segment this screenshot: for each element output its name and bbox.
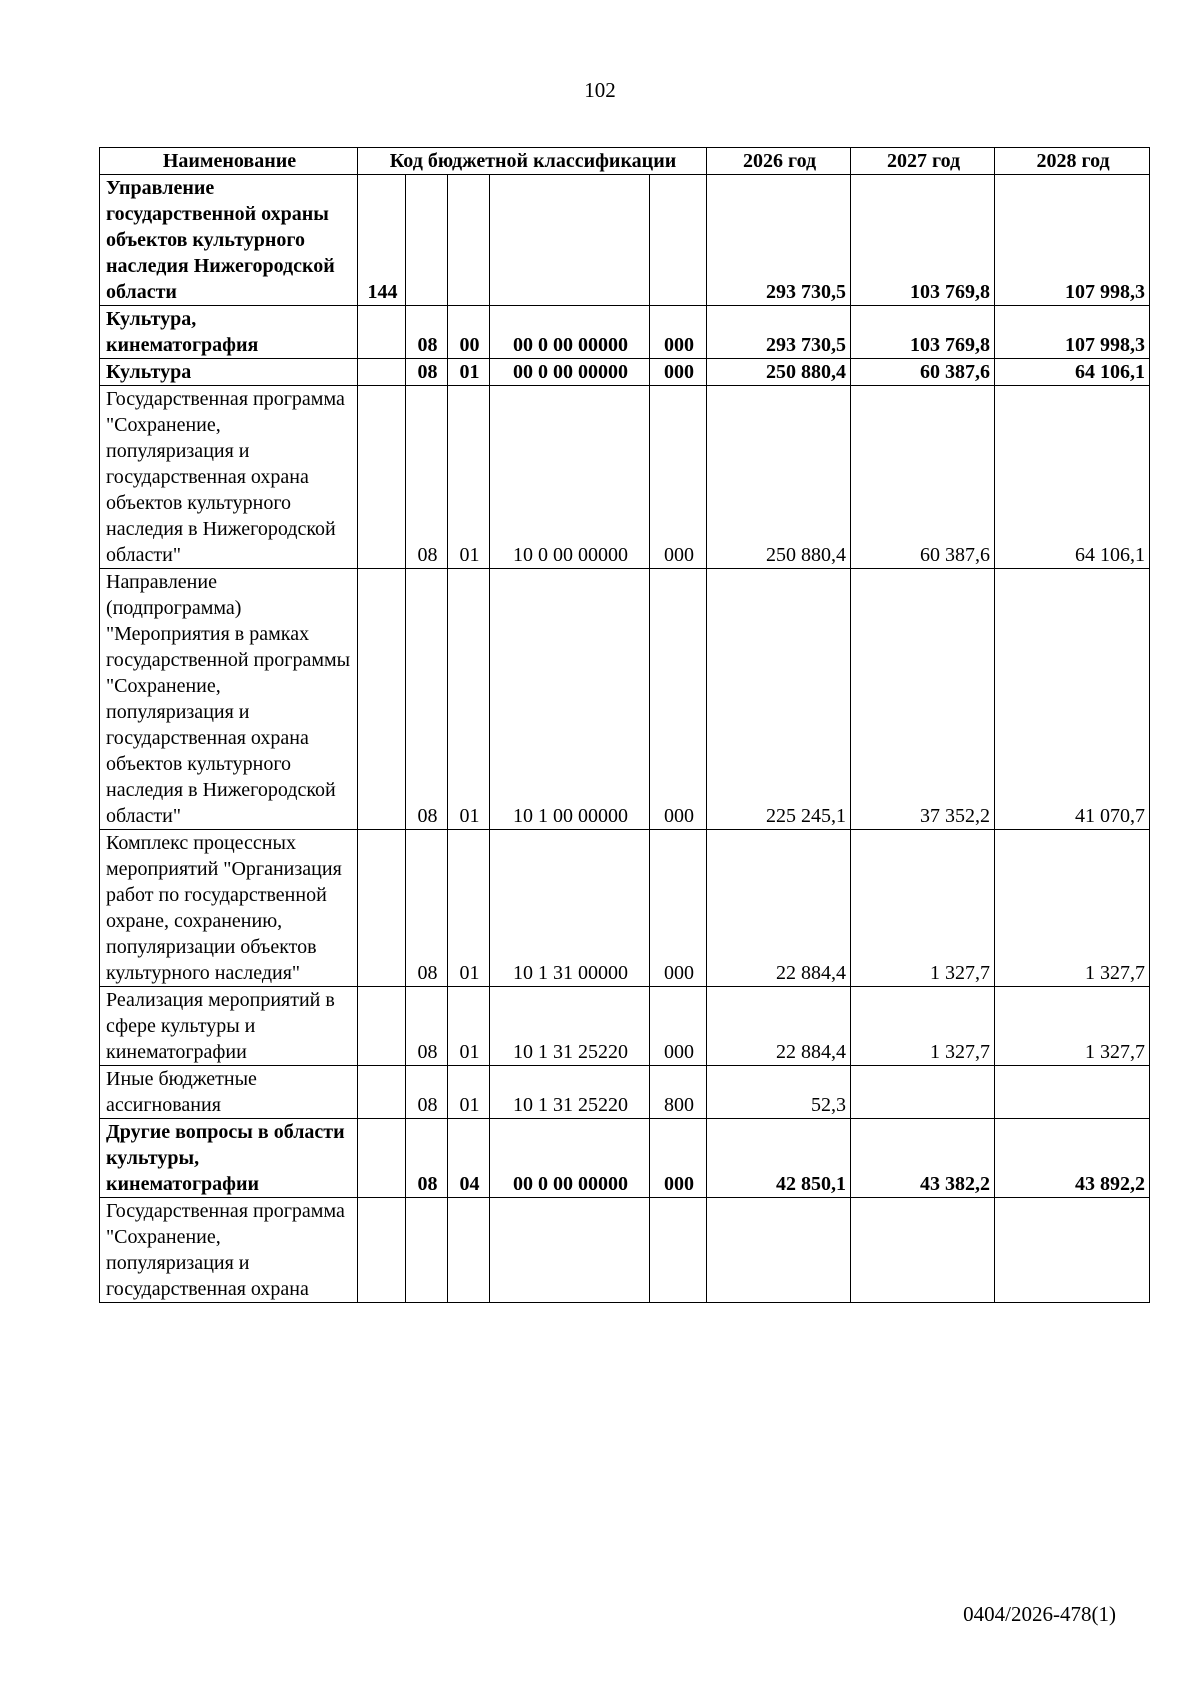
cell-csr (490, 1198, 650, 1303)
cell-rz: 08 (406, 830, 448, 987)
document-code: 0404/2026-478(1) (963, 1602, 1116, 1626)
cell-name: Направление (подпрограмма) "Мероприятия в рамках государственной программы "Сохранение, популяризация и государственная охрана объектов культурного наследия в Нижегородской области" (100, 569, 358, 830)
cell-name: Иные бюджетные ассигнования (100, 1066, 358, 1119)
cell-y2027: 60 387,6 (851, 359, 995, 386)
header-2028: 2028 год (995, 148, 1150, 175)
cell-vr: 800 (650, 1066, 707, 1119)
header-code: Код бюджетной классификации (358, 148, 707, 175)
cell-ved (358, 359, 406, 386)
cell-pr (448, 1198, 490, 1303)
cell-ved (358, 1119, 406, 1198)
cell-y2026: 225 245,1 (707, 569, 851, 830)
cell-y2026: 250 880,4 (707, 386, 851, 569)
cell-pr: 01 (448, 830, 490, 987)
cell-vr: 000 (650, 830, 707, 987)
cell-vr (650, 175, 707, 306)
cell-y2028: 41 070,7 (995, 569, 1150, 830)
budget-table (99, 147, 1150, 1303)
cell-vr: 000 (650, 987, 707, 1066)
cell-csr: 10 0 00 00000 (490, 386, 650, 569)
cell-rz: 08 (406, 1066, 448, 1119)
cell-y2026: 250 880,4 (707, 359, 851, 386)
cell-ved (358, 830, 406, 987)
cell-csr: 10 1 31 25220 (490, 1066, 650, 1119)
cell-pr: 01 (448, 359, 490, 386)
cell-vr: 000 (650, 1119, 707, 1198)
cell-y2028: 64 106,1 (995, 386, 1150, 569)
cell-name: Комплекс процессных мероприятий "Организация работ по государственной охране, сохранению, популяризации объектов культурного наследия" (100, 830, 358, 987)
table-row (100, 569, 1150, 830)
cell-vr (650, 1198, 707, 1303)
cell-y2028: 107 998,3 (995, 175, 1150, 306)
cell-y2027: 37 352,2 (851, 569, 995, 830)
cell-ved (358, 987, 406, 1066)
cell-vr: 000 (650, 386, 707, 569)
cell-y2026: 22 884,4 (707, 830, 851, 987)
table-row (100, 175, 1150, 306)
cell-name: Культура, кинематография (100, 306, 358, 359)
cell-name: Государственная программа "Сохранение, популяризация и государственная охрана (100, 1198, 358, 1303)
page-number: 102 (584, 78, 616, 102)
cell-y2027: 103 769,8 (851, 306, 995, 359)
cell-y2028: 1 327,7 (995, 987, 1150, 1066)
table-row (100, 1066, 1150, 1119)
cell-y2027: 1 327,7 (851, 830, 995, 987)
cell-ved (358, 569, 406, 830)
cell-y2028: 43 892,2 (995, 1119, 1150, 1198)
cell-csr: 00 0 00 00000 (490, 359, 650, 386)
table-row (100, 987, 1150, 1066)
cell-rz: 08 (406, 1119, 448, 1198)
table-row (100, 386, 1150, 569)
cell-y2028: 107 998,3 (995, 306, 1150, 359)
cell-csr (490, 175, 650, 306)
cell-ved (358, 386, 406, 569)
table-row (100, 306, 1150, 359)
cell-y2027: 103 769,8 (851, 175, 995, 306)
cell-y2028: 64 106,1 (995, 359, 1150, 386)
cell-pr: 01 (448, 987, 490, 1066)
cell-y2026: 293 730,5 (707, 175, 851, 306)
cell-vr: 000 (650, 306, 707, 359)
cell-y2026: 293 730,5 (707, 306, 851, 359)
cell-csr: 10 1 31 25220 (490, 987, 650, 1066)
cell-y2027 (851, 1198, 995, 1303)
table-row (100, 1198, 1150, 1303)
table-row (100, 359, 1150, 386)
table-row (100, 830, 1150, 987)
cell-pr: 01 (448, 569, 490, 830)
cell-rz: 08 (406, 306, 448, 359)
cell-rz (406, 175, 448, 306)
cell-y2026 (707, 1198, 851, 1303)
header-2027: 2027 год (851, 148, 995, 175)
cell-pr: 01 (448, 1066, 490, 1119)
cell-vr: 000 (650, 359, 707, 386)
cell-y2027: 60 387,6 (851, 386, 995, 569)
cell-y2027: 1 327,7 (851, 987, 995, 1066)
cell-pr: 04 (448, 1119, 490, 1198)
cell-rz: 08 (406, 359, 448, 386)
cell-y2027: 43 382,2 (851, 1119, 995, 1198)
cell-y2028: 1 327,7 (995, 830, 1150, 987)
cell-name: Другие вопросы в области культуры, кинематографии (100, 1119, 358, 1198)
cell-csr: 00 0 00 00000 (490, 306, 650, 359)
header-row (100, 148, 1150, 175)
cell-ved (358, 1066, 406, 1119)
cell-pr (448, 175, 490, 306)
cell-ved: 144 (358, 175, 406, 306)
cell-rz: 08 (406, 987, 448, 1066)
cell-rz: 08 (406, 569, 448, 830)
cell-rz (406, 1198, 448, 1303)
cell-ved (358, 306, 406, 359)
cell-ved (358, 1198, 406, 1303)
cell-name: Культура (100, 359, 358, 386)
cell-pr: 00 (448, 306, 490, 359)
cell-vr: 000 (650, 569, 707, 830)
cell-csr: 10 1 31 00000 (490, 830, 650, 987)
cell-y2026: 22 884,4 (707, 987, 851, 1066)
cell-pr: 01 (448, 386, 490, 569)
cell-y2028 (995, 1198, 1150, 1303)
cell-rz: 08 (406, 386, 448, 569)
header-2026: 2026 год (707, 148, 851, 175)
cell-name: Государственная программа "Сохранение, популяризация и государственная охрана объектов культурного наследия в Нижегородской области" (100, 386, 358, 569)
cell-csr: 00 0 00 00000 (490, 1119, 650, 1198)
cell-y2028 (995, 1066, 1150, 1119)
cell-name: Управление государственной охраны объектов культурного наследия Нижегородской области (100, 175, 358, 306)
table-row (100, 1119, 1150, 1198)
cell-y2027 (851, 1066, 995, 1119)
cell-csr: 10 1 00 00000 (490, 569, 650, 830)
header-name: Наименование (100, 148, 358, 175)
cell-y2026: 42 850,1 (707, 1119, 851, 1198)
cell-name: Реализация мероприятий в сфере культуры и кинематографии (100, 987, 358, 1066)
cell-y2026: 52,3 (707, 1066, 851, 1119)
